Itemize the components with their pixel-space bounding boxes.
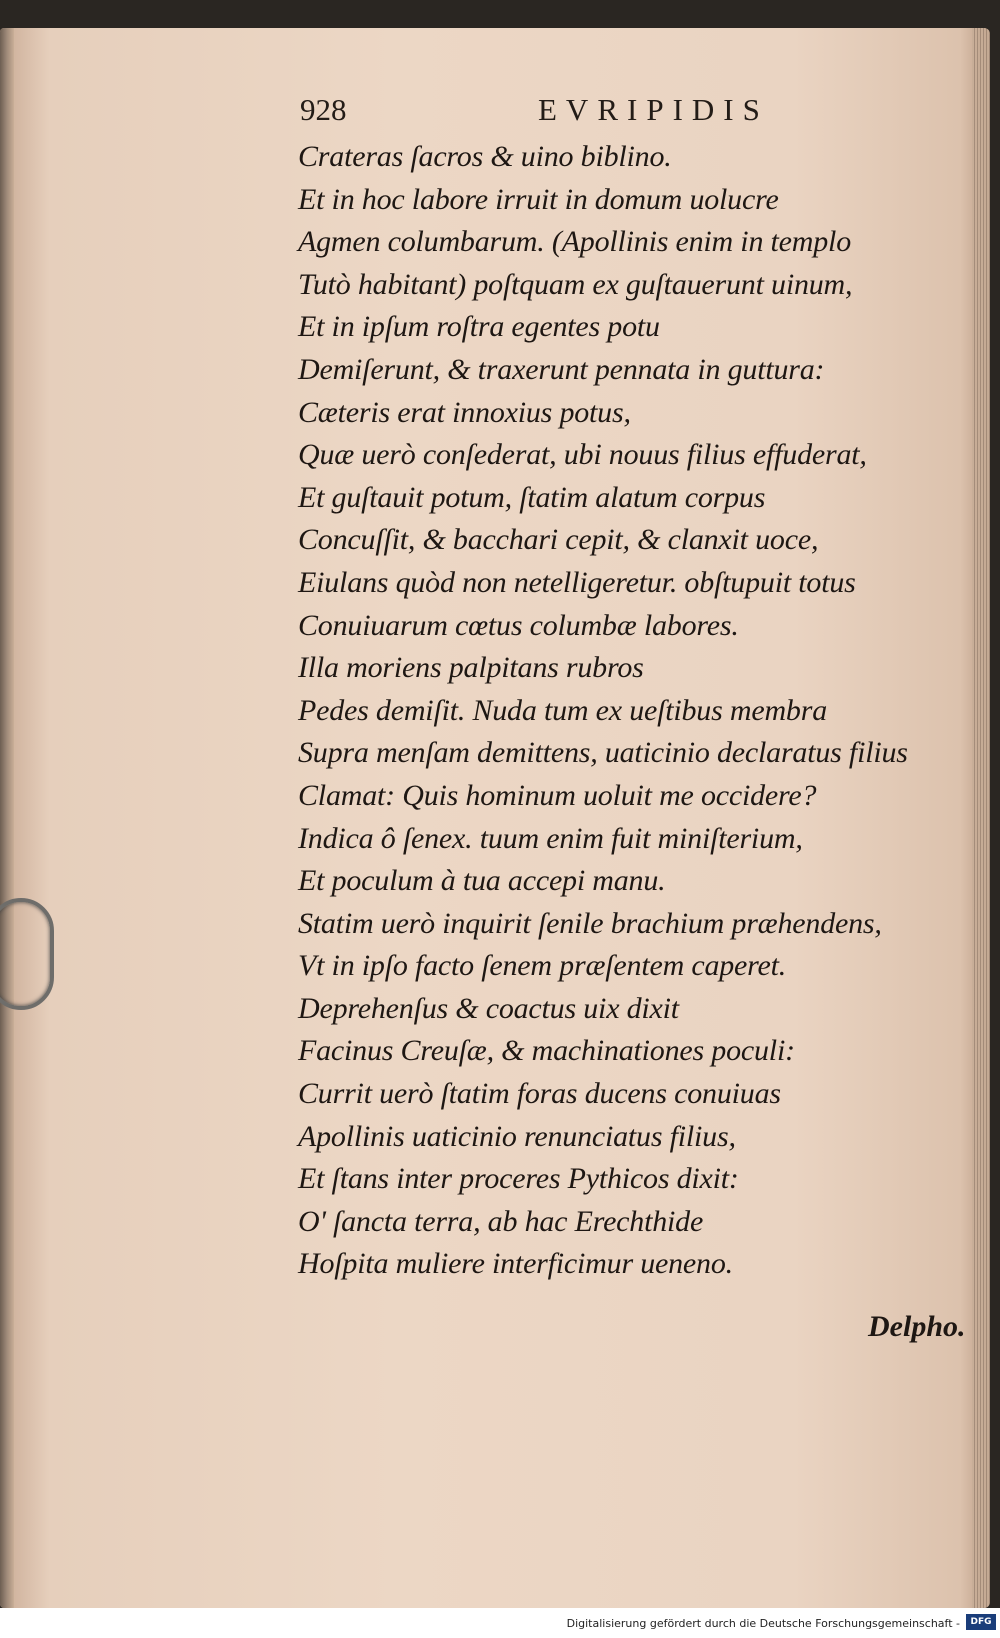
verse-line: Indica ô ſenex. tuum enim fuit miniſterium, [298,821,803,855]
dfg-logo-icon: DFG [966,1614,996,1630]
verse-line: Supra menſam demittens, uaticinio declaratus filius [298,736,908,770]
verse-line: Deprehenſus & coactus uix dixit [298,991,679,1025]
verse-line: Clamat: Quis hominum uoluit me occidere? [298,778,817,812]
verse-line: Demiſerunt, & traxerunt pennata in guttura: [298,352,825,386]
verse-line: Statim uerò inquirit ſenile brachium præhendens, [298,906,882,940]
verse-line: Et in ipſum roſtra egentes potu [298,310,660,344]
catchword: Delpho. [868,1310,966,1343]
verse-line: Currit uerò ſtatim foras ducens conuiuas [298,1077,781,1111]
verse-line: Tutò habitant) poſtquam ex guſtauerunt uinum, [298,267,853,301]
verse-line: Conuiuarum cœtus columbæ labores. [298,608,739,642]
verse-line: Apollinis uaticinio renunciatus filius, [298,1119,736,1153]
verse-line: Et guſtauit potum, ſtatim alatum corpus [298,480,766,514]
verse-line: Facinus Creuſæ, & machinationes poculi: [298,1034,795,1068]
verse-line: O' ſancta terra, ab hac Erechthide [298,1204,704,1238]
verse-line: Eiulans quòd non netelligeretur. obſtupuit totus [298,565,856,599]
digitization-footer [0,1608,1000,1638]
verse-line: Et in hoc labore irruit in domum uolucre [298,182,779,216]
footer-credit: Digitalisierung gefördert durch die Deutsche Forschungsgemeinschaft - [566,1617,960,1630]
verse-line: Pedes demiſit. Nuda tum ex ueſtibus membra [298,693,828,727]
verse-line: Vt in ipſo facto ſenem præſentem caperet. [298,949,787,983]
verse-line: Agmen columbarum. (Apollinis enim in templo [298,225,851,259]
running-head: EVRIPIDIS [538,92,769,127]
page-header [300,92,820,132]
verse-line: Hoſpita muliere interficimur ueneno. [298,1247,733,1281]
verse-line: Concuſſit, & bacchari cepit, & clanxit uoce, [298,523,819,557]
book-clasp [0,898,54,1010]
page-number: 928 [300,92,347,127]
verse-line: Cæteris erat innoxius potus, [298,395,631,429]
page-fore-edge [972,28,990,1608]
page-left-edge [0,28,14,1608]
verse-line: Et ſtans inter proceres Pythicos dixit: [298,1162,739,1196]
verse-line: Crateras ſacros & uino biblino. [298,140,672,173]
verse-text [298,136,958,1286]
verse-line: Et poculum à tua accepi manu. [298,864,666,898]
verse-line: Quæ uerò conſederat, ubi nouus filius effuderat, [298,438,867,472]
verse-line: Illa moriens palpitans rubros [298,651,644,685]
